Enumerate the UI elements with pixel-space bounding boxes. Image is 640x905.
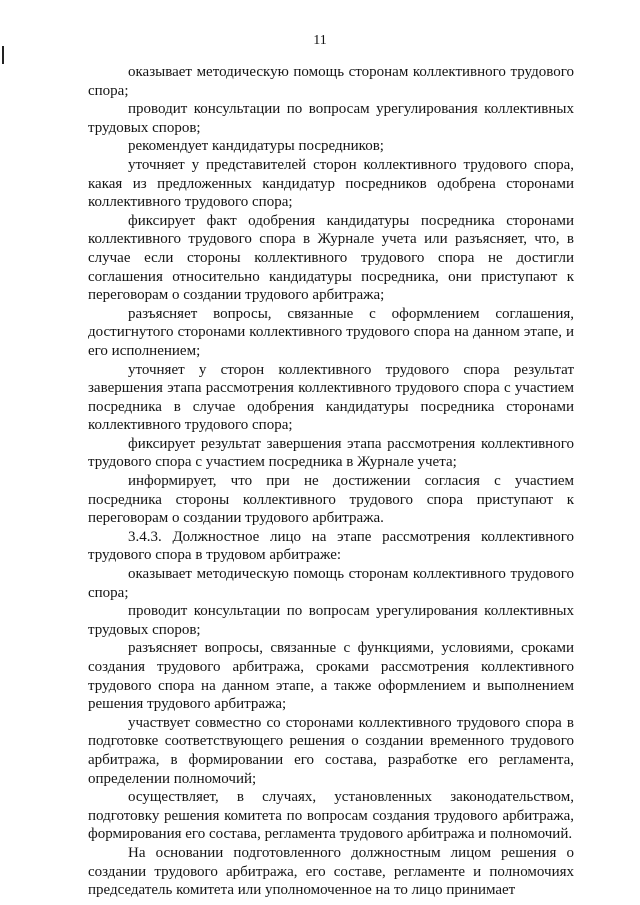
paragraph: фиксирует факт одобрения кандидатуры посредника сторонами коллективного трудового спора в Журнале учета или разъясняет, что, в случае если стороны коллективного трудового спора не достигли соглашения относительно кандидатуры посредника, они приступают к переговорам о создании трудового арбитража; (88, 212, 574, 304)
paragraph: осуществляет, в случаях, установленных законодательством, подготовку решения комитета по вопросам создания трудового арбитража, формирования его состава, регламента трудового арбитража и полномочий. (88, 789, 574, 843)
paragraph: разъясняет вопросы, связанные с оформлением соглашения, достигнутого сторонами коллективного трудового спора на данном этапе, и его исполнением; (88, 305, 574, 359)
paragraph: рекомендует кандидатуры посредников; (128, 138, 384, 155)
paragraph: оказывает методическую помощь сторонам коллективного трудового спора; (88, 64, 574, 99)
paragraph: фиксирует результат завершения этапа рассмотрения коллективного трудового спора с участием посредника в Журнале учета; (88, 435, 574, 471)
document-body (88, 63, 574, 900)
page-number: 11 (313, 33, 327, 48)
paragraph: оказывает методическую помощь сторонам коллективного трудового спора; (88, 566, 574, 601)
paragraph: участвует совместно со сторонами коллективного трудового спора в подготовке соответствующего решения о создании временного трудового арбитража, в формировании его состава, разработке его регламента, определении полномочий; (88, 714, 574, 787)
paragraph: информирует, что при не достижении согласия с участием посредника стороны коллективного трудового спора приступают к переговорам о создании трудового арбитража. (88, 473, 574, 527)
section-heading-paragraph: 3.4.3. Должностное лицо на этапе рассмотрения коллективного трудового спора в трудовом арбитраже: (88, 528, 574, 564)
paragraph: На основании подготовленного должностным лицом решения о создании трудового арбитража, его составе, регламенте и полномочиях председатель комитета или уполномоченное на то лицо принимает (88, 844, 574, 899)
paragraph: проводит консультации по вопросам урегулирования коллективных трудовых споров; (88, 603, 574, 638)
paragraph: уточняет у представителей сторон коллективного трудового спора, какая из предложенных кандидатур посредников одобрена сторонами коллективного трудового спора; (88, 156, 574, 211)
paragraph: проводит консультации по вопросам урегулирования коллективных трудовых споров; (88, 101, 574, 136)
paragraph: разъясняет вопросы, связанные с функциями, условиями, сроками создания трудового арбитража, сроками рассмотрения коллективного трудового спора на данном этапе, а также оформлением и выполнением решения трудового арбитража; (88, 640, 574, 713)
paragraph: уточняет у сторон коллективного трудового спора результат завершения этапа рассмотрения коллективного трудового спора с участием посредника в случае одобрения кандидатуры посредника сторонами коллективного трудового спора; (88, 361, 574, 434)
